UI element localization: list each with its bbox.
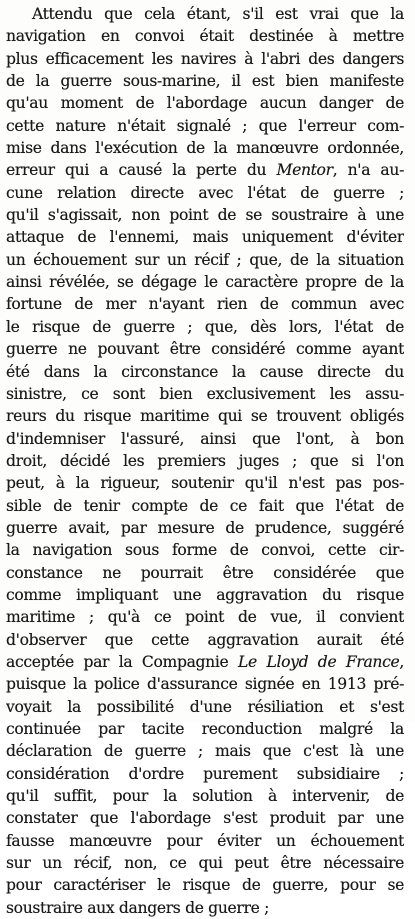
text-line	[6, 651, 404, 673]
text-segment: ,	[399, 652, 404, 671]
text-line: mise dans l'exécution de la manœuvre ordonnée,	[6, 139, 404, 158]
text-line: continuée par tacite reconduction malgré la	[6, 720, 404, 738]
text-line: pour caractériser le risque de guerre, pour se	[6, 876, 404, 895]
text-line: cune relation directe avec l'état de guerre ;	[6, 183, 404, 202]
text-line: soustraire aux dangers de guerre ;	[6, 898, 269, 917]
text-line: d'observer que cette aggravation aurait été	[6, 630, 404, 649]
text-line	[6, 159, 404, 181]
text-segment: , n'a au-	[332, 161, 404, 180]
text-line: constater que l'abordage s'est produit par une	[6, 809, 404, 828]
text-line: puisque la police d'assurance signée en 1913 pré-	[6, 675, 404, 694]
text-line: maritime ; qu'à ce point de vue, il convient	[6, 608, 404, 627]
text-line: sur un récif, non, ce qui peut être nécessaire	[6, 854, 404, 873]
text-line: la navigation sous forme de convoi, cette cir-	[6, 541, 404, 560]
text-line: déclaration de guerre ; mais que c'est là une	[6, 742, 404, 761]
text-line: fausse manœuvre pour éviter un échouement	[6, 831, 404, 850]
text-line: considération d'ordre purement subsidiaire ;	[6, 764, 404, 783]
text-line: de la guerre sous-marine, il est bien manifeste	[6, 72, 404, 91]
text-line: constance ne pourrait être considérée que	[6, 563, 404, 582]
text-line: sinistre, ce sont bien exclusivement les assu-	[6, 384, 404, 403]
text-line: reurs du risque maritime qui se trouvent obligés	[6, 407, 404, 426]
text-line: un échouement sur un récif ; que, de la situation	[6, 250, 404, 269]
text-line: qu'au moment de l'abordage aucun danger de	[6, 94, 404, 113]
text-segment: acceptée par la Compagnie	[6, 652, 238, 671]
text-line: ainsi révélée, se dégage le caractère propre de la	[6, 273, 404, 292]
text-line: peut, à la rigueur, soutenir qu'il n'est pas pos-	[6, 474, 404, 493]
company-name-lloyd: Le Lloyd de France	[237, 652, 400, 671]
text-line: attaque de l'ennemi, mais uniquement d'éviter	[6, 228, 404, 247]
text-line: guerre avait, par mesure de prudence, suggéré	[6, 518, 404, 537]
text-line: qu'il suffit, pour la solution à intervenir, de	[6, 787, 404, 806]
text-line: fortune de mer n'ayant rien de commun avec	[6, 295, 404, 314]
text-line: sible de tenir compte de ce fait que l'état de	[6, 496, 404, 515]
text-line: le risque de guerre ; que, dès lors, l'état de	[6, 317, 404, 336]
text-line: comme impliquant une aggravation du risque	[6, 585, 404, 604]
text-segment: erreur qui a causé la perte du	[6, 161, 277, 180]
ship-name-mentor: Mentor	[276, 161, 333, 180]
text-line: plus efficacement les navires à l'abri des dangers	[6, 49, 404, 68]
text-line: voyait la possibilité d'une résiliation et s'est	[6, 697, 404, 716]
text-line: guerre ne pouvant être considéré comme ayant	[6, 340, 404, 359]
text-line: d'indemniser l'assuré, ainsi que l'ont, à bon	[6, 429, 404, 448]
text-line: navigation en convoi était destinée à mettre	[6, 27, 404, 46]
text-line: été dans la circonstance la cause directe du	[6, 362, 404, 381]
text-line: qu'il s'agissait, non point de se soustraire à une	[6, 206, 404, 225]
text-line: Attendu que cela étant, s'il est vrai que la	[32, 5, 404, 23]
text-line: droit, décidé les premiers juges ; que si l'on	[6, 451, 404, 470]
text-line: cette nature n'était signalé ; que l'erreur com-	[6, 116, 404, 135]
